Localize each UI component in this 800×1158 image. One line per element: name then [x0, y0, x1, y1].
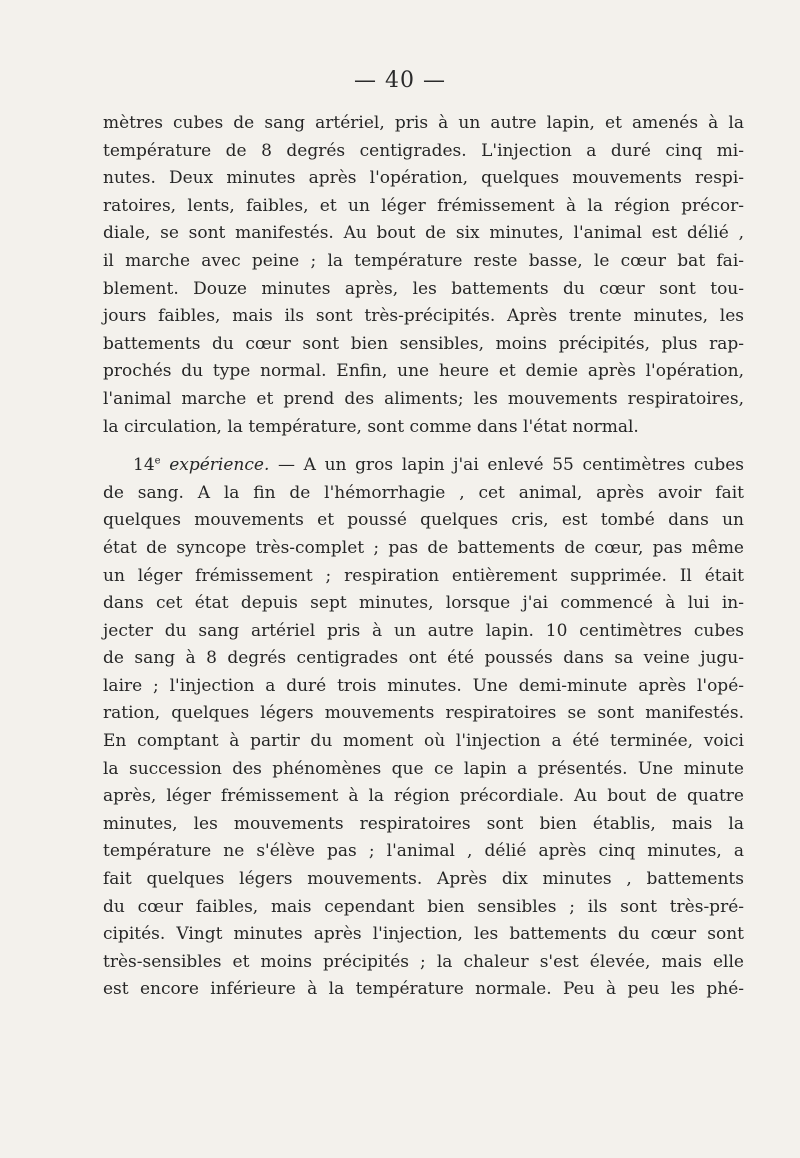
ordinal-superscript: e	[154, 455, 161, 467]
text-line: blement. Douze minutes après, les battements du cœur sont tou-	[103, 278, 744, 299]
text-line: après, léger frémissement à la région précordiale. Au bout de quatre	[103, 786, 744, 807]
text-line: prochés du type normal. Enfin, une heure et demie après l'opération,	[103, 361, 744, 382]
text-line: est encore inférieure à la température normale. Peu à peu les phé-	[103, 979, 744, 1000]
text-line: état de syncope très-complet ; pas de battements de cœur, pas même	[103, 537, 744, 558]
paragraph-2	[103, 452, 744, 1004]
text-line: température ne s'élève pas ; l'animal , délié après cinq minutes, a	[103, 841, 744, 862]
text-line: un léger frémissement ; respiration entièrement supprimée. Il était	[103, 565, 744, 586]
text-line: battements du cœur sont bien sensibles, moins précipités, plus rap-	[103, 333, 744, 354]
text-line: fait quelques légers mouvements. Après dix minutes , battements	[103, 869, 744, 890]
experiment-number: 14	[133, 455, 155, 476]
text-line: jecter du sang artériel pris à un autre lapin. 10 centimètres cubes	[103, 620, 744, 641]
text-line: minutes, les mouvements respiratoires sont bien établis, mais la	[103, 813, 744, 834]
text-line: laire ; l'injection a duré trois minutes. Une demi-minute après l'opé-	[103, 675, 744, 696]
text-line: très-sensibles et moins précipités ; la chaleur s'est élevée, mais elle	[103, 951, 744, 972]
text-line: l'animal marche et prend des aliments; les mouvements respiratoires,	[103, 388, 744, 409]
text-line: diale, se sont manifestés. Au bout de six minutes, l'animal est délié ,	[103, 223, 744, 244]
text-line: de sang à 8 degrés centigrades ont été poussés dans sa veine jugu-	[103, 648, 744, 669]
text-line: jours faibles, mais ils sont très-précipités. Après trente minutes, les	[103, 306, 744, 327]
experiment-label: expérience.	[169, 455, 270, 476]
text-line: dans cet état depuis sept minutes, lorsque j'ai commencé à lui in-	[103, 593, 744, 614]
paragraph-1	[103, 110, 744, 441]
text-line: ratoires, lents, faibles, et un léger frémissement à la région précor-	[103, 195, 744, 216]
text-line: mètres cubes de sang artériel, pris à un autre lapin, et amenés à la	[103, 113, 744, 133]
text-line: température de 8 degrés centigrades. L'injection a duré cinq mi-	[103, 140, 744, 161]
page-number: — 40 —	[354, 68, 446, 93]
text-line: cipités. Vingt minutes après l'injection, les battements du cœur sont	[103, 924, 744, 945]
text-line: nutes. Deux minutes après l'opération, quelques mouvements respi-	[103, 168, 744, 189]
text-line: du cœur faibles, mais cependant bien sensibles ; ils sont très-pré-	[103, 896, 744, 917]
text-line: de sang. A la fin de l'hémorrhagie , cet animal, après avoir fait	[103, 482, 744, 503]
experiment-heading-line	[103, 452, 744, 480]
text-line: la succession des phénomènes que ce lapin a présentés. Une minute	[103, 758, 744, 779]
text-line: la circulation, la température, sont comme dans l'état normal.	[103, 416, 639, 437]
text-line: En comptant à partir du moment où l'injection a été terminée, voici	[103, 731, 744, 752]
body-text	[103, 110, 744, 1004]
text-line: il marche avec peine ; la température reste basse, le cœur bat fai-	[103, 250, 744, 271]
text-line: ration, quelques légers mouvements respiratoires se sont manifestés.	[103, 703, 744, 724]
text-line: quelques mouvements et poussé quelques cris, est tombé dans un	[103, 510, 744, 531]
experiment-intro: — A un gros lapin j'ai enlevé 55 centimètres cubes	[269, 455, 745, 476]
